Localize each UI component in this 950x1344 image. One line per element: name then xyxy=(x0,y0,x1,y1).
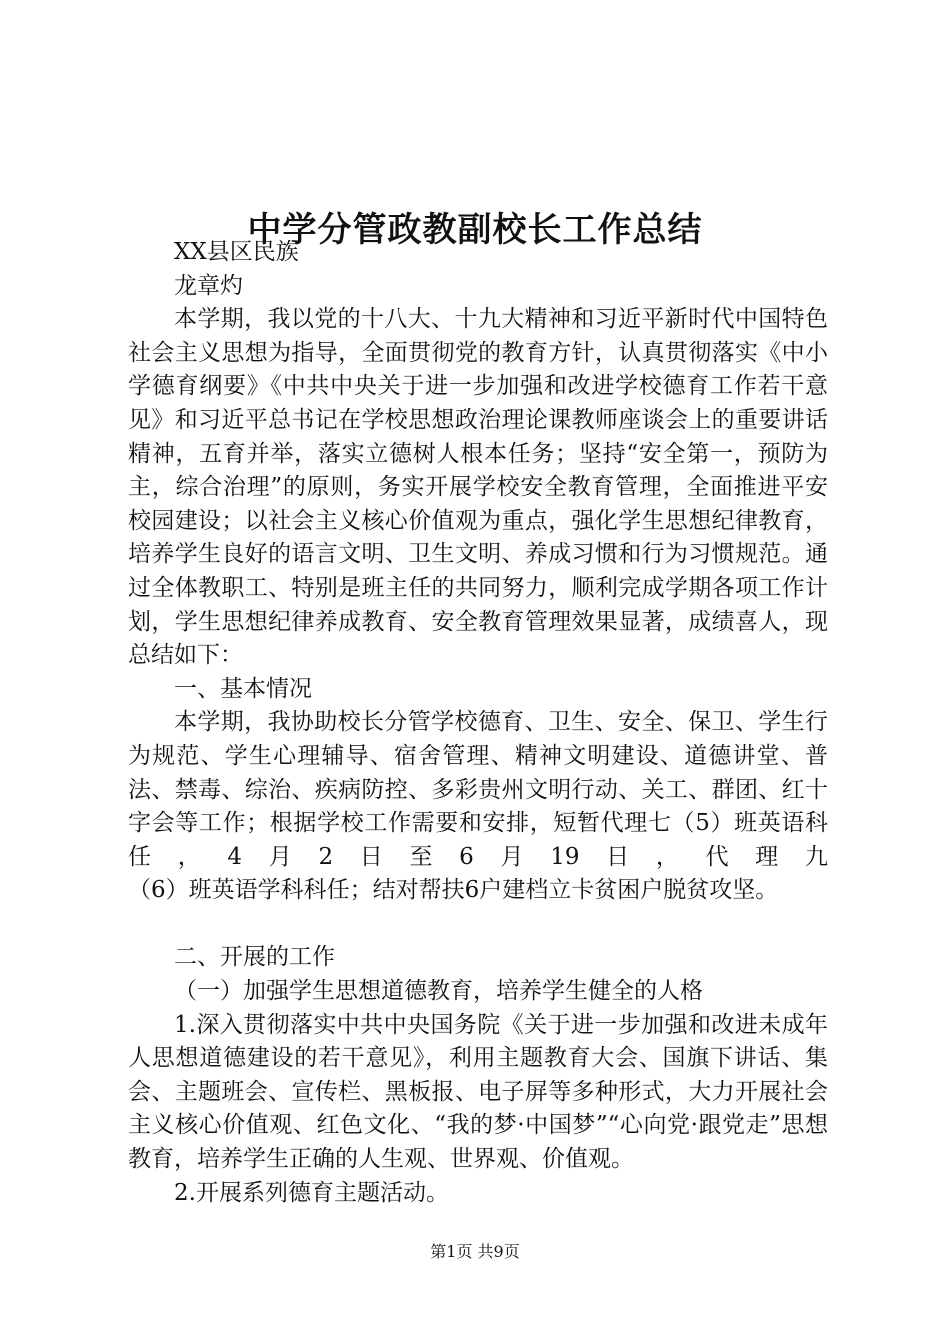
document-body xyxy=(128,236,828,1210)
paragraph-basic-continued: （6）班英语学科科任；结对帮扶6户建档立卡贫困户脱贫攻坚。 xyxy=(128,877,779,904)
section-heading-basic: 一、基本情况 xyxy=(174,675,312,702)
paragraph-basic: 本学期，我协助校长分管学校德育、卫生、安全、保卫、学生行为规范、学生心理辅导、宿舍管理、精神文明建设、道德讲堂、普法、禁毒、综治、疾病防控、多彩贵州文明行动、关工、群团、红十字会等工作；根据学校工作需要和安排，短暂代理七（5）班英语科任，4月2日至6月19日，代理九 xyxy=(128,709,828,870)
author-line-1: XX县区民族 xyxy=(174,239,299,265)
paragraph-item-1: 1.深入贯彻落实中共中央国务院《关于进一步加强和改进未成年人思想道德建设的若干意见》，利用主题教育大会、国旗下讲话、集会、主题班会、宣传栏、黑板报、电子屏等多种形式，大力开展社会主义核心价值观、红色文化、“我的梦·中国梦”“心向党·跟党走”思想教育，培养学生正确的人生观、世界观、价值观。 xyxy=(128,1011,828,1173)
page-footer: 第1页 共9页 xyxy=(430,1242,520,1261)
paragraph-intro: 本学期，我以党的十八大、十九大精神和习近平新时代中国特色社会主义思想为指导，全面贯彻党的教育方针，认真贯彻落实《中小学德育纲要》《中共中央关于进一步加强和改进学校德育工作若干意见》和习近平总书记在学校思想政治理论课教师座谈会上的重要讲话精神，五育并举，落实立德树人根本任务；坚持“安全第一，预防为主，综合治理”的原则，务实开展学校安全教育管理，全面推进平安校园建设；以社会主义核心价值观为重点，强化学生思想纪律教育，培养学生良好的语言文明、卫生文明、养成习惯和行为习惯规范。通过全体教职工、特别是班主任的共同努力，顺利完成学期各项工作计划，学生思想纪律养成教育、安全教育管理效果显著，成绩喜人，现总结如下： xyxy=(128,306,828,669)
author-line-2: 龙章灼 xyxy=(174,272,243,299)
subsection-heading-moral: （一）加强学生思想道德教育，培养学生健全的人格 xyxy=(174,978,703,1005)
paragraph-item-2: 2.开展系列德育主题活动。 xyxy=(174,1179,449,1206)
section-heading-work: 二、开展的工作 xyxy=(174,944,335,971)
document-title: 中学分管政教副校长工作总结 xyxy=(247,209,703,250)
